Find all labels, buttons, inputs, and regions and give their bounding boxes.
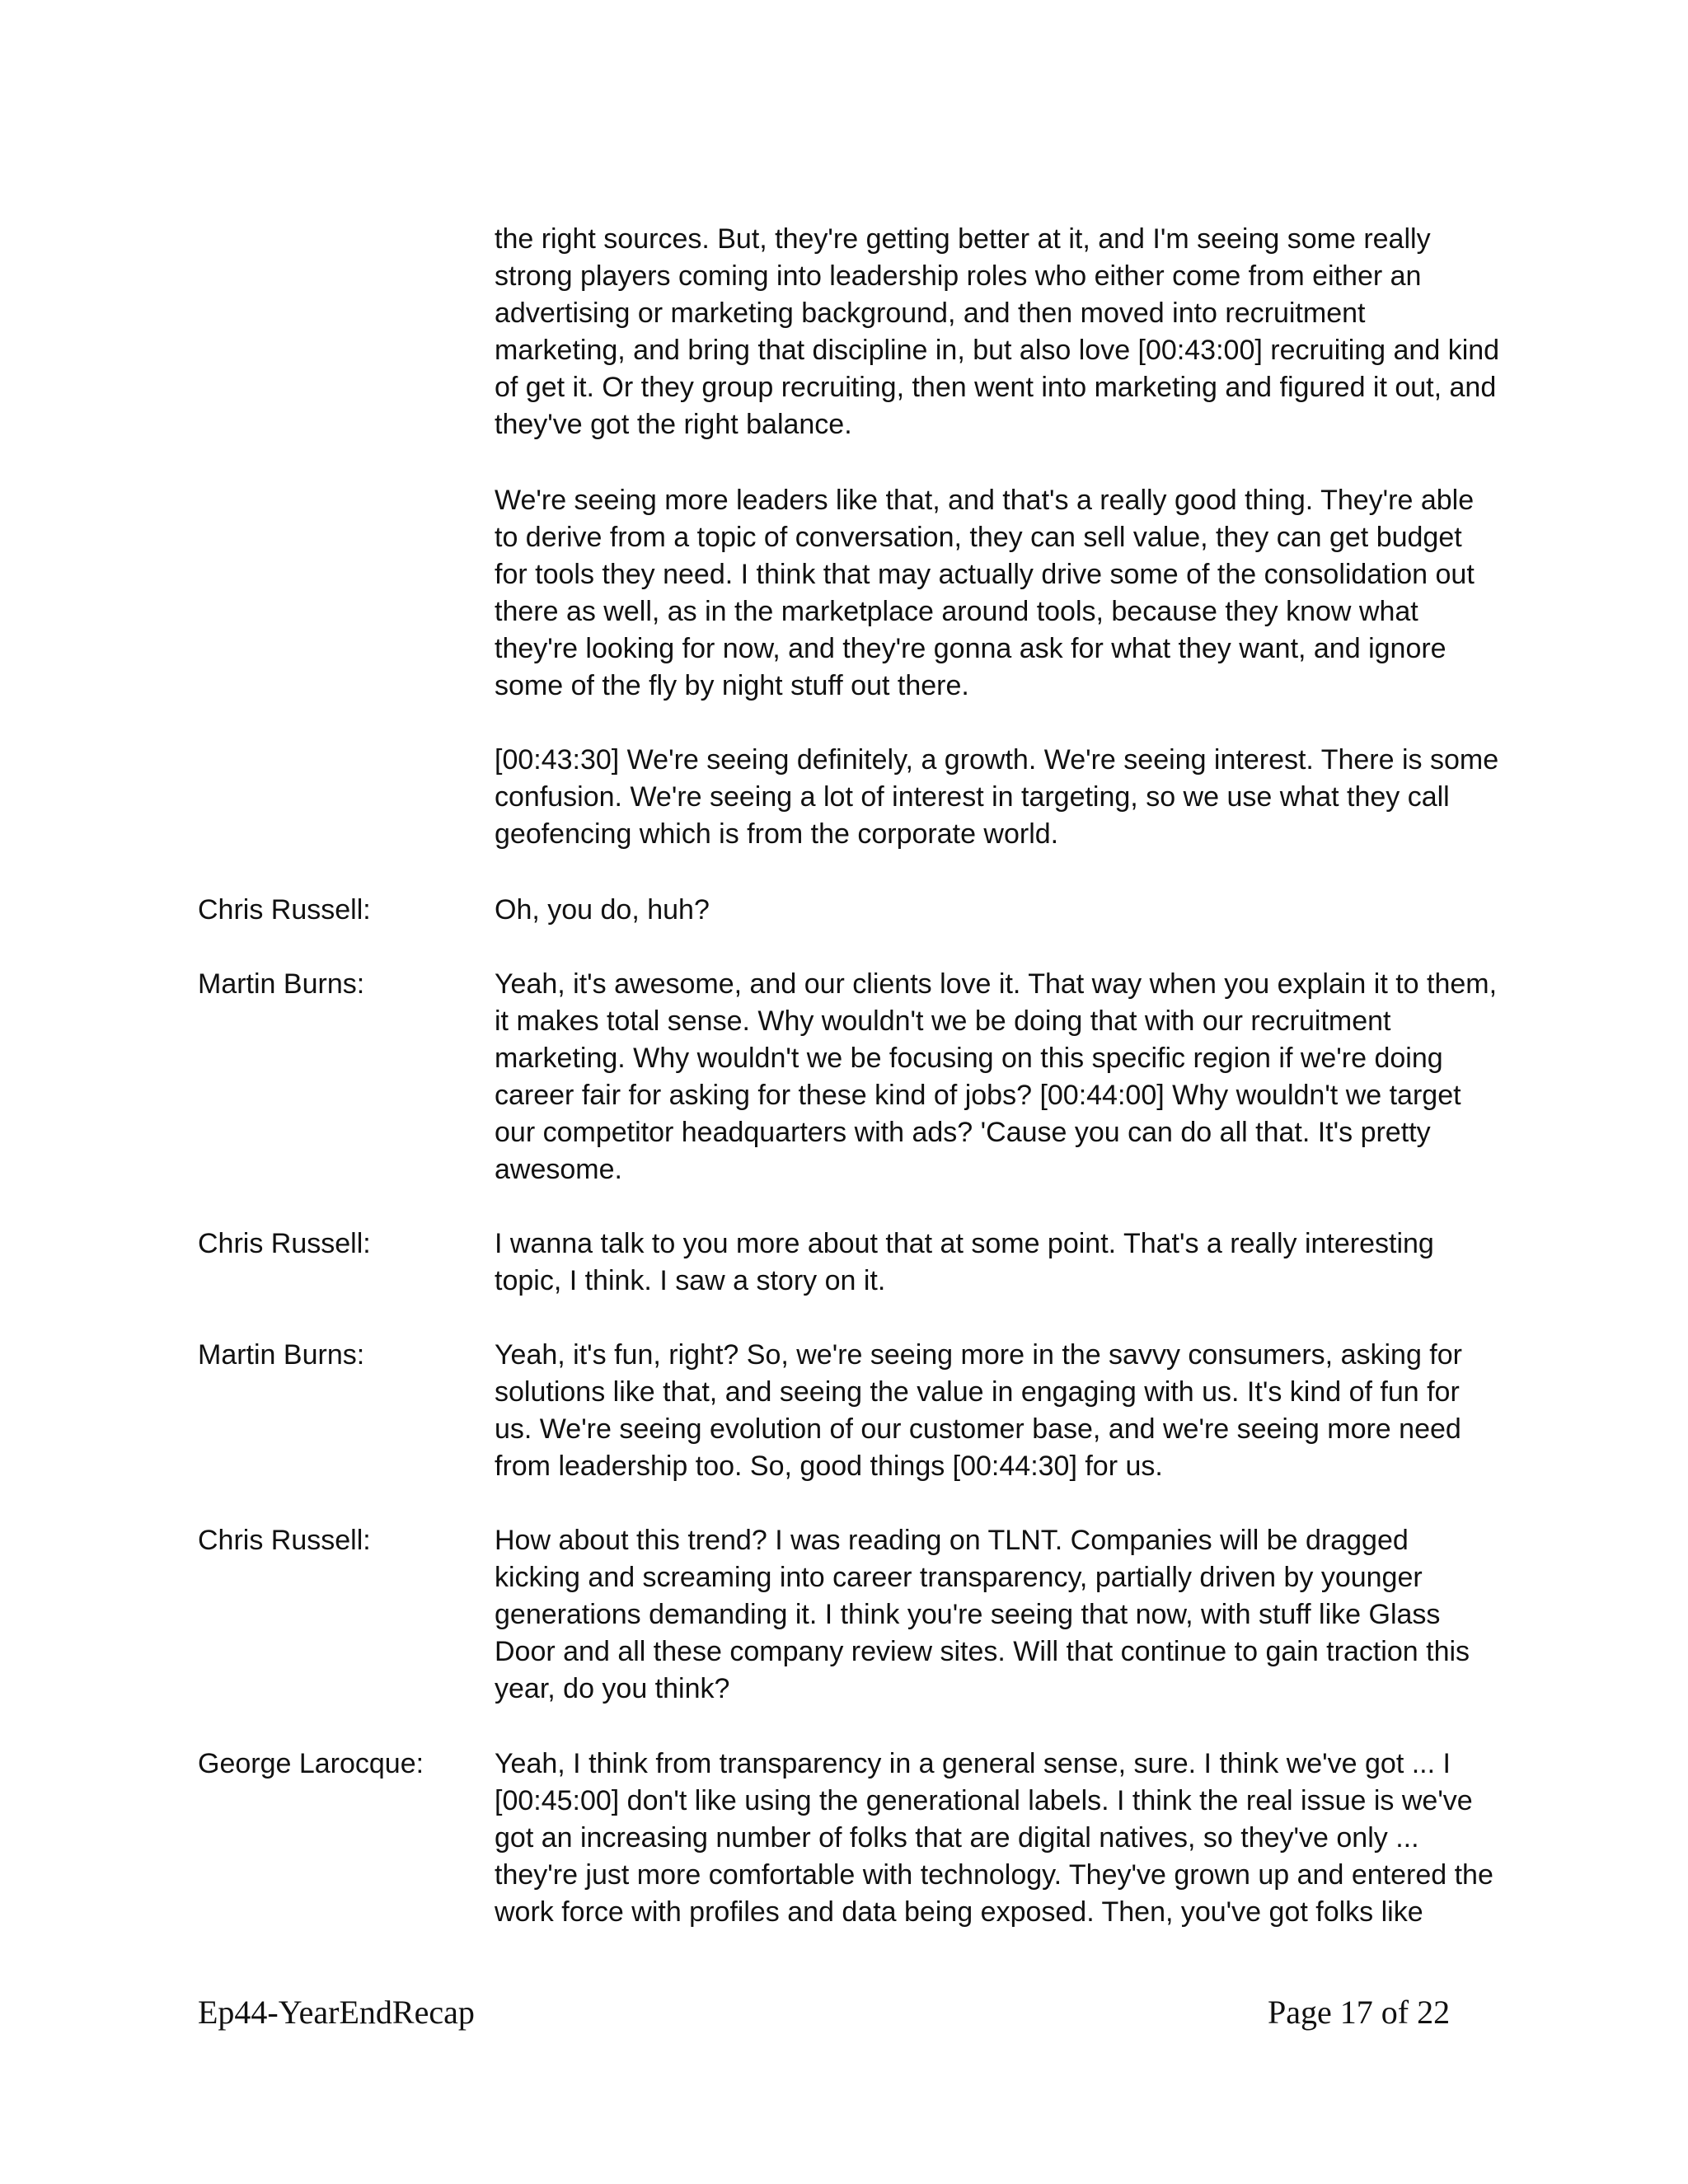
- speaker-name: Chris Russell:: [198, 894, 371, 926]
- speech-text: Yeah, it's awesome, and our clients love it. That way when you explain it to them, it makes total sense. Why wouldn't we be doing that with our recruitment marketing. Why wouldn't we be focusing on this specific region if we're doing career fair for asking for these kind of jobs? [00:44:00] Why wouldn't we target our competitor headquarters with ads? 'Cause you can do all that. It's pretty awesome.: [495, 968, 1498, 1185]
- speech-text: I wanna talk to you more about that at some point. That's a really interesting topic, I think. I saw a story on it.: [495, 1228, 1434, 1296]
- speaker-name: Martin Burns:: [198, 1339, 365, 1371]
- paragraph-text: the right sources. But, they're getting better at it, and I'm seeing some really strong players coming into leadership roles who either come from either an advertising or marketing background, and then moved into recruitment marketing, and bring that discipline in, but also love [00:43:00] recruiting and kind of get it. Or they group recruiting, then went into marketing and figured it out, and they've got the right balance.: [495, 223, 1500, 440]
- paragraph-text: [00:43:30] We're seeing definitely, a growth. We're seeing interest. There is some confusion. We're seeing a lot of interest in targeting, so we use what they call geofencing which is from the corporate world.: [495, 744, 1499, 850]
- speaker-name: Chris Russell:: [198, 1525, 371, 1556]
- paragraph-text: We're seeing more leaders like that, and that's a really good thing. They're able to derive from a topic of conversation, they can sell value, they can get budget for tools they need. I think that may actually drive some of the consolidation out there as well, as in the marketplace around tools, because they know what they're looking for now, and they're gonna ask for what they want, and ignore some of the fly by night stuff out there.: [495, 485, 1475, 701]
- speaker-name: Chris Russell:: [198, 1228, 371, 1259]
- footer-page-number: Page 17 of 22: [1268, 1994, 1451, 2031]
- speaker-name: George Larocque:: [198, 1748, 424, 1779]
- speech-text: Oh, you do, huh?: [495, 894, 710, 926]
- footer-document-name: Ep44-YearEndRecap: [198, 1994, 475, 2031]
- speech-text: Yeah, I think from transparency in a general sense, sure. I think we've got ... I [00:45:00] don't like using the generational labels. I think the real issue is we've got an increasing number of folks that are digital natives, so they've only ... they're just more comfortable with technology. They've grown up and entered the work force with profiles and data being exposed. Then, you've got folks like: [495, 1748, 1493, 1928]
- speaker-name: Martin Burns:: [198, 968, 365, 1000]
- speech-text: How about this trend? I was reading on TLNT. Companies will be dragged kicking and screaming into career transparency, partially driven by younger generations demanding it. I think you're seeing that now, with stuff like Glass Door and all these company review sites. Will that continue to gain traction this year, do you think?: [495, 1525, 1470, 1704]
- speech-text: Yeah, it's fun, right? So, we're seeing more in the savvy consumers, asking for solutions like that, and seeing the value in engaging with us. It's kind of fun for us. We're seeing evolution of our customer base, and we're seeing more need from leadership too. So, good things [00:44:30] for us.: [495, 1339, 1462, 1482]
